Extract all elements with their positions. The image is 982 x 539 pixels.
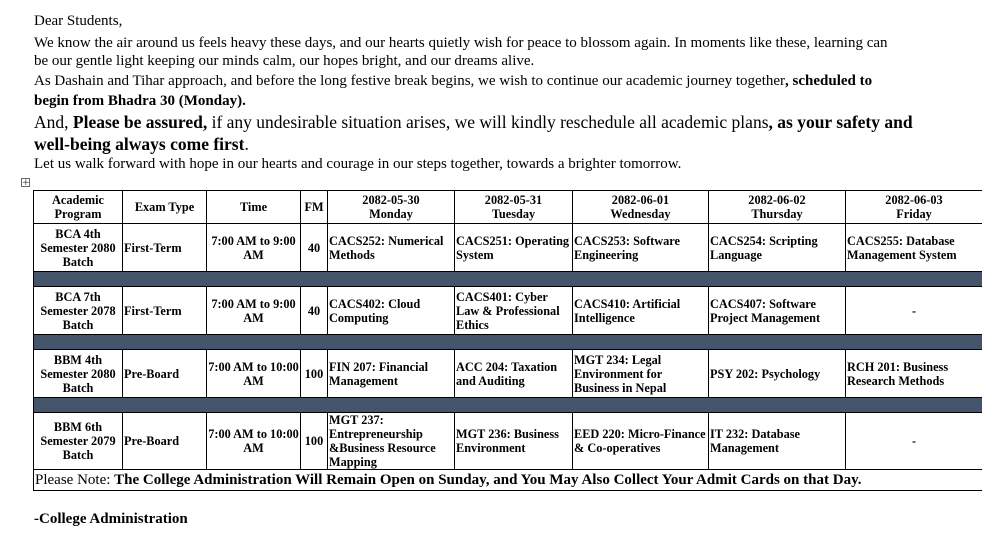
cell-day-2: MGT 236: Business Environment <box>455 413 573 470</box>
header-date: 2082-06-03 <box>885 193 943 207</box>
separator-cell <box>34 272 982 287</box>
table-row <box>34 350 982 398</box>
cell-day-1: MGT 237: Entrepreneurship &Business Resource Mapping <box>328 413 455 470</box>
paragraph-4: Let us walk forward with hope in our hearts and courage in our steps together, towards a brighter tomorrow. <box>34 156 682 172</box>
separator-row <box>34 398 982 413</box>
exam-schedule-table <box>33 190 982 491</box>
cell-day-2: CACS401: Cyber Law & Professional Ethics <box>455 287 573 335</box>
header-weekday: Wednesday <box>610 207 671 221</box>
separator-row <box>34 335 982 350</box>
separator-row <box>34 272 982 287</box>
header-day-3 <box>573 191 709 224</box>
header-day-4 <box>709 191 846 224</box>
cell-fm: 100 <box>301 350 328 398</box>
paragraph-3-assured: Please be assured, <box>72 112 208 132</box>
paragraph-1-line-1: We know the air around us feels heavy these days, and our hearts quietly wish for peace to blossom again. In moments like these, learning can <box>34 35 888 51</box>
note-cell <box>34 470 982 491</box>
table-header-row <box>34 191 982 224</box>
table-row <box>34 413 982 470</box>
cell-day-5: RCH 201: Business Research Methods <box>846 350 982 398</box>
paragraph-1-line-2: be our gentle light keeping our minds calm, our hopes bright, and our dreams alive. <box>34 53 535 69</box>
header-date: 2082-06-02 <box>748 193 806 207</box>
cell-day-2: CACS251: Operating System <box>455 224 573 272</box>
cell-day-1: FIN 207: Financial Management <box>328 350 455 398</box>
cell-program: BCA 7th Semester 2078 Batch <box>34 287 123 335</box>
header-weekday: Friday <box>896 207 932 221</box>
greeting: Dear Students, <box>34 13 123 29</box>
cell-day-5: - <box>846 287 982 335</box>
cell-day-5: CACS255: Database Management System <box>846 224 982 272</box>
cell-time: 7:00 AM to 9:00 AM <box>207 287 301 335</box>
cell-program: BCA 4th Semester 2080 Batch <box>34 224 123 272</box>
header-time: Time <box>207 191 301 224</box>
header-day-1 <box>328 191 455 224</box>
paragraph-3-safety: , as your safety and <box>768 112 913 132</box>
note-text: The College Administration Will Remain Open on Sunday, and You May Also Collect Your Admit Cards on that Day. <box>114 472 862 488</box>
table-move-handle-icon[interactable]: + <box>22 178 30 188</box>
cell-fm: 40 <box>301 224 328 272</box>
table-row <box>34 224 982 272</box>
cell-day-2: ACC 204: Taxation and Auditing <box>455 350 573 398</box>
cell-exam-type: First-Term <box>123 224 207 272</box>
header-fm: FM <box>301 191 328 224</box>
separator-cell <box>34 398 982 413</box>
paragraph-3-wellbeing: well-being always come first <box>34 134 245 154</box>
signature: -College Administration <box>34 511 188 527</box>
separator-cell <box>34 335 982 350</box>
cell-day-3: CACS410: Artificial Intelligence <box>573 287 709 335</box>
cell-fm: 100 <box>301 413 328 470</box>
header-weekday: Thursday <box>751 207 803 221</box>
cell-program: BBM 4th Semester 2080 Batch <box>34 350 123 398</box>
cell-time: 7:00 AM to 9:00 AM <box>207 224 301 272</box>
cell-day-4: CACS407: Software Project Management <box>709 287 846 335</box>
cell-fm: 40 <box>301 287 328 335</box>
cell-exam-type: Pre-Board <box>123 350 207 398</box>
table-row <box>34 287 982 335</box>
cell-day-4: IT 232: Database Management <box>709 413 846 470</box>
paragraph-2-bold-text: , scheduled to <box>785 73 873 89</box>
paragraph-3-period: . <box>244 134 249 154</box>
cell-day-1: CACS252: Numerical Methods <box>328 224 455 272</box>
header-day-2 <box>455 191 573 224</box>
paragraph-3-line-1 <box>34 112 913 133</box>
cell-day-4: PSY 202: Psychology <box>709 350 846 398</box>
note-label: Please Note: <box>35 472 115 488</box>
header-date: 2082-06-01 <box>611 193 670 207</box>
paragraph-3-text: if any undesirable situation arises, we will kindly reschedule all academic plans <box>207 112 769 132</box>
cell-day-3: EED 220: Micro-Finance & Co-operatives <box>573 413 709 470</box>
cell-day-3: CACS253: Software Engineering <box>573 224 709 272</box>
cell-exam-type: First-Term <box>123 287 207 335</box>
header-academic-program: Academic Program <box>34 191 123 224</box>
header-date: 2082-05-30 <box>362 193 420 207</box>
header-exam-type: Exam Type <box>123 191 207 224</box>
cell-exam-type: Pre-Board <box>123 413 207 470</box>
cell-day-1: CACS402: Cloud Computing <box>328 287 455 335</box>
paragraph-3-line-2 <box>34 134 249 155</box>
header-date: 2082-05-31 <box>484 193 543 207</box>
cell-day-5: - <box>846 413 982 470</box>
header-day-5 <box>846 191 982 224</box>
cell-day-4: CACS254: Scripting Language <box>709 224 846 272</box>
cell-time: 7:00 AM to 10:00 AM <box>207 413 301 470</box>
header-weekday: Tuesday <box>491 207 536 221</box>
paragraph-3-lead: And, <box>34 112 73 132</box>
paragraph-2-line-2: begin from Bhadra 30 (Monday). <box>34 93 246 109</box>
header-weekday: Monday <box>369 207 413 221</box>
cell-program: BBM 6th Semester 2079 Batch <box>34 413 123 470</box>
cell-time: 7:00 AM to 10:00 AM <box>207 350 301 398</box>
paragraph-2-text: As Dashain and Tihar approach, and before the long festive break begins, we wish to continue our academic journey together <box>34 73 786 89</box>
cell-day-3: MGT 234: Legal Environment for Business in Nepal <box>573 350 709 398</box>
note-row <box>34 470 982 491</box>
paragraph-2-line-1 <box>34 72 872 90</box>
